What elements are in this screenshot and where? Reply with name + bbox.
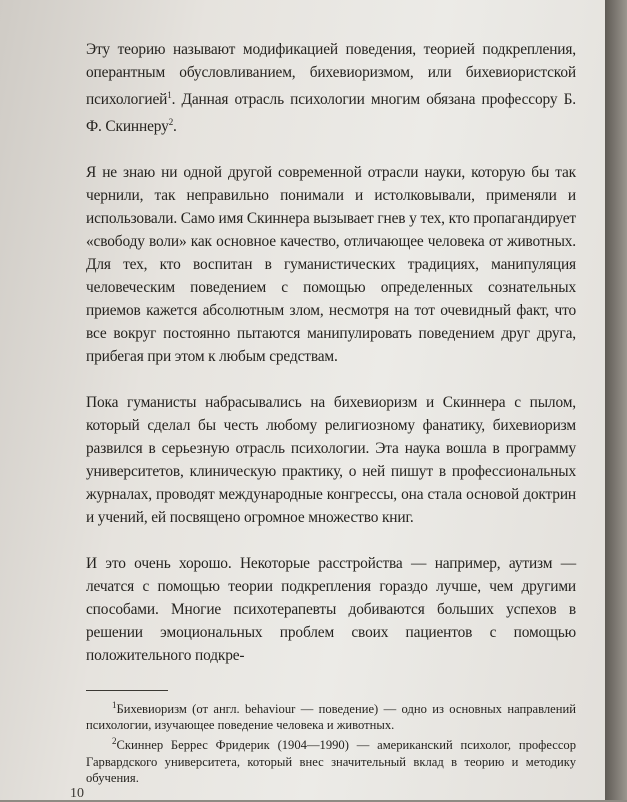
footnote-1-text: Бихевиоризм (от англ. behaviour — поведение) — одно из основных направлений психологии, изучающее поведение человека и животных. [86, 702, 576, 733]
footnote-1 [86, 697, 576, 733]
footnote-ref-1: 1 [167, 90, 172, 100]
paragraph-1-text-2: . Данная отрасль психологии многим обязана профессору Б. Ф. Скиннеру [86, 91, 576, 136]
page-edge-shadow [605, 0, 627, 800]
paragraph-1-text-3: . [173, 118, 177, 136]
footnote-ref-2: 2 [168, 117, 174, 128]
page-number: 10 [70, 786, 84, 801]
paragraph-3: Пока гуманисты набрасывались на бихевиоризм и Скиннера с пылом, который сделал бы честь любому религиозному фанатику, бихевиоризм развился в серьезную отрасль психологии. Эта наука вошла в программу университетов, клиническую практику, о ней пишут в профессиональных журналах, проводят международные конгрессы, она стала основой доктрин и учений, ей посвящено огромное множество книг. [86, 394, 576, 527]
footnote-1-mark: 1 [112, 700, 117, 711]
paragraph-1 [86, 38, 576, 138]
page-content [86, 38, 576, 786]
paragraph-1-text: Эту теорию называют модификацией поведения, теорией подкрепления, оперантным обусловливанием, бихевиоризмом, или бихевиористской психологией [86, 41, 576, 109]
footnote-2-text: Скиннер Беррес Фридерик (1904—1990) — американский психолог, профессор Гарвардского университета, который внес значительный вклад в теорию и методику обучения. [86, 738, 576, 785]
footnote-2 [86, 733, 576, 785]
footnote-2-mark: 2 [112, 736, 117, 747]
footnote-divider [86, 690, 168, 691]
paragraph-4: И это очень хорошо. Некоторые расстройства — например, аутизм — лечатся с помощью теории подкрепления гораздо лучше, чем другими способами. Многие психотерапевты добиваются больших успехов в решении эмоциональных проблем своих пациентов с помощью положительного подкре- [86, 555, 576, 665]
paragraph-2: Я не знаю ни одной другой современной отрасли науки, которую бы так чернили, так неправильно понимали и истолковывали, применяли и использовали. Само имя Скиннера вызывает гнев у тех, кто пропагандирует «свободу воли» как основное качество, отличающее человека от животных. Для тех, кто воспитан в гуманистических традициях, манипуляция человеческим поведением с помощью определенных сознательных приемов кажется абсолютным злом, несмотря на тот очевидный факт, что все вокруг постоянно пытаются манипулировать поведением друг друга, прибегая при этом к любым средствам. [86, 164, 576, 366]
